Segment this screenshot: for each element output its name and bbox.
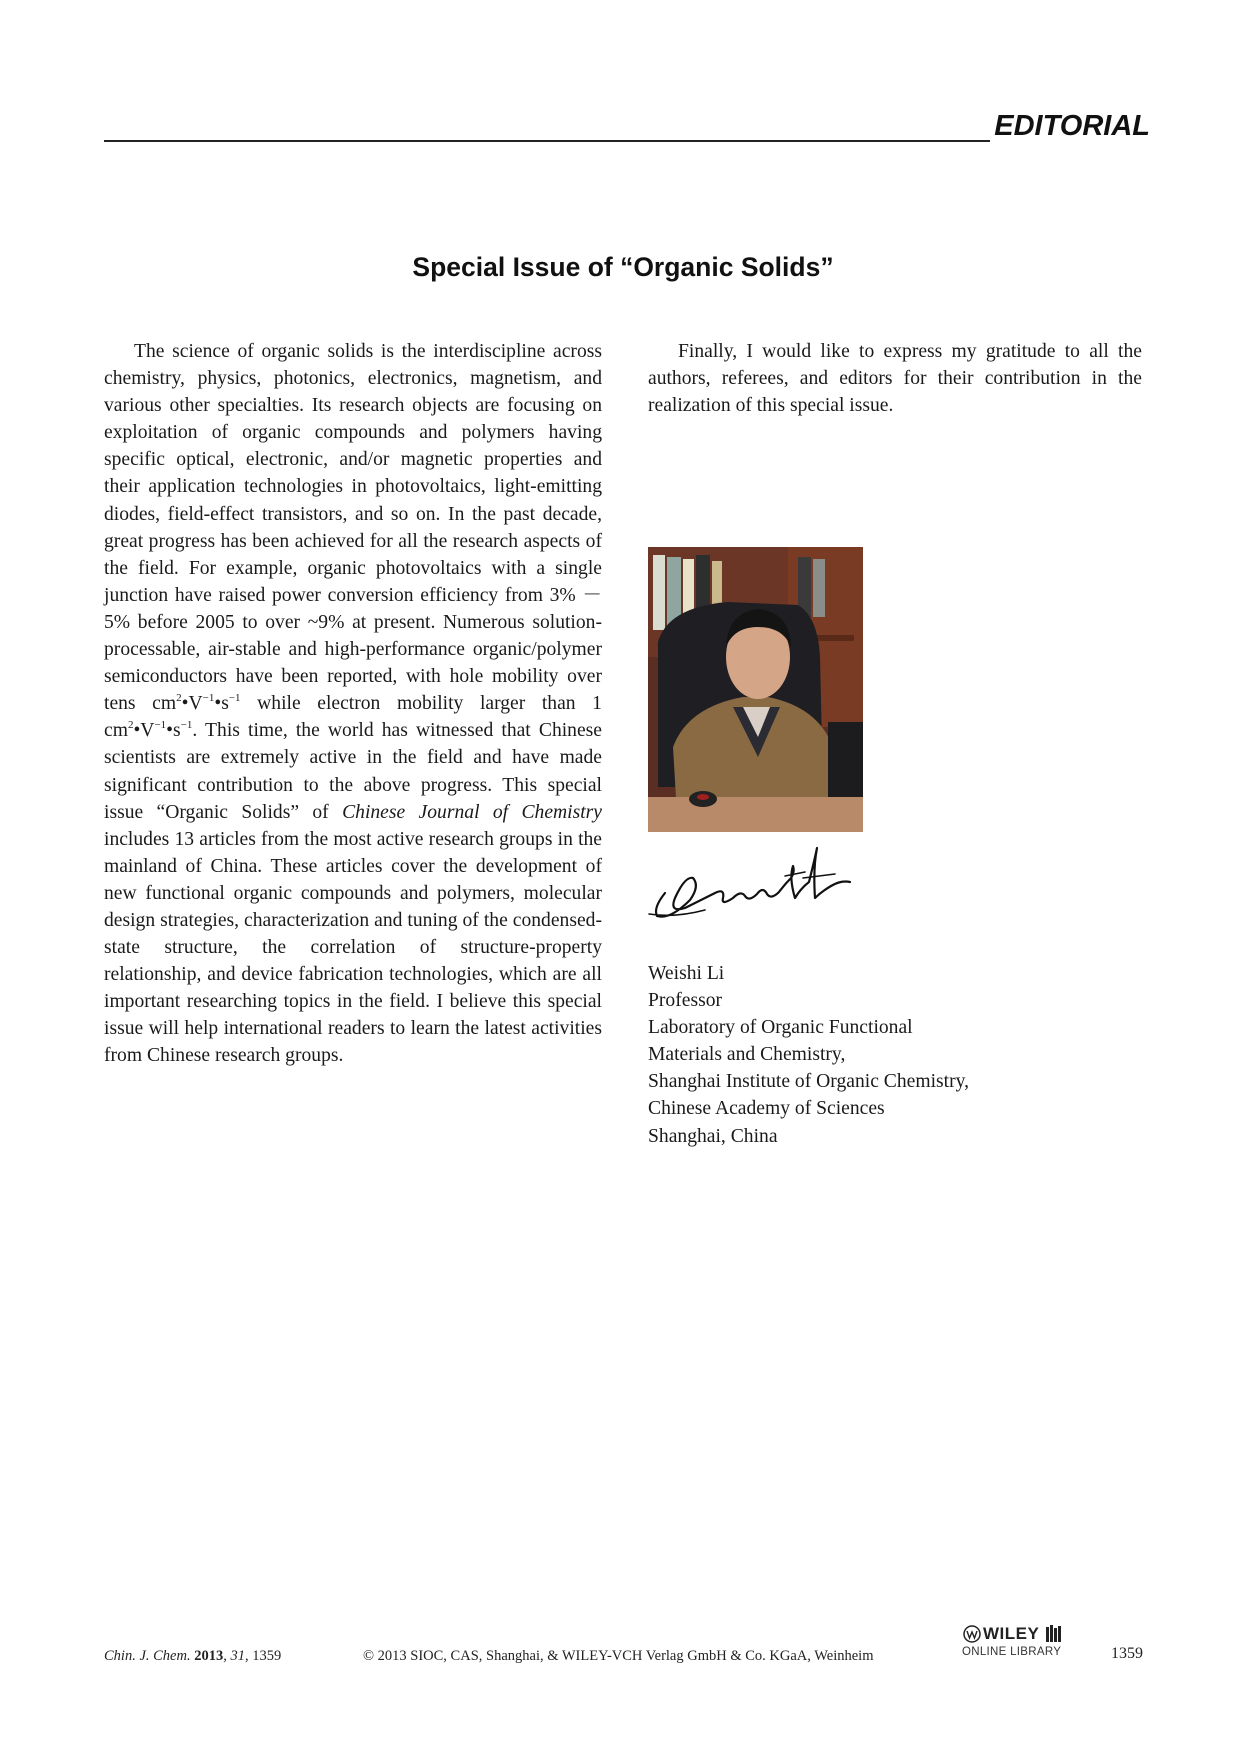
superscript: −1	[228, 692, 241, 705]
footer-year: 2013	[194, 1648, 224, 1664]
author-photo	[648, 547, 863, 832]
affiliation-line: Materials and Chemistry,	[648, 1044, 846, 1066]
footer-volume: 31	[230, 1648, 245, 1664]
superscript: 2	[127, 719, 134, 732]
wiley-emblem-icon	[962, 1624, 982, 1644]
footer-citation: Chin. J. Chem. 2013, 31, 1359	[104, 1648, 282, 1664]
author-portrait-image	[648, 547, 863, 832]
footer-journal: Chin. J. Chem.	[104, 1648, 191, 1664]
superscript: 2	[176, 692, 182, 705]
books-icon	[1044, 1624, 1064, 1644]
closing-paragraph: Finally, I would like to express my gratitude to all the authors, referees, and editors for their contribution in the realization of this special issue.	[648, 341, 1142, 417]
author-name: Weishi Li	[648, 963, 725, 984]
body-text: includes 13 articles from the most active research groups in the mainland of China. These articles cover the development of new functional organic compounds and polymers, molecular design strategies, characterization and tuning of the condensed-state structure, the correlation of structure-property relationship, and device fabrication technologies, which are all important researching topics in the field. I believe this special issue will help international readers to learn the latest activities from Chinese research groups.	[104, 828, 602, 1067]
body-paragraph	[104, 338, 602, 1070]
body-text: •V	[133, 720, 155, 742]
wiley-logo-text: WILEY	[983, 1624, 1040, 1643]
superscript: −1	[154, 719, 167, 732]
author-title: Professor	[648, 990, 723, 1012]
article-title: Special Issue of “Organic Solids”	[412, 252, 834, 282]
author-affiliation	[648, 960, 1128, 1150]
signature-image	[645, 838, 875, 928]
footer-page: 1359	[252, 1648, 282, 1664]
superscript: −1	[202, 692, 215, 705]
wiley-logo	[962, 1624, 1072, 1664]
body-text: •V	[181, 693, 203, 715]
body-text: while electron mobility larger than 1 cm	[104, 693, 602, 742]
footer-copyright: © 2013 SIOC, CAS, Shanghai, & WILEY-VCH Verlag GmbH & Co. KGaA, Weinheim	[363, 1648, 874, 1664]
author-signature	[645, 838, 875, 928]
right-column	[648, 338, 1142, 419]
left-column	[104, 338, 602, 1070]
journal-name: Chinese Journal of Chemistry	[342, 801, 602, 823]
body-text: The science of organic solids is the interdiscipline across chemistry, physics, photonics, electronics, magnetism, and various other specialties. Its research objects are focusing on exploitation of organic compounds and polymers having specific optical, electronic, and/or magnetic properties and their application technologies in photovoltaics, light-emitting diodes, field-effect transistors, and so on. In the past decade, great progress has been achieved for all the research aspects of the field. For example, organic photovoltaics with a single junction have raised power conversion efficiency from 3% －5% before 2005 to over ~9% at present. Numerous solution-processable, air-stable and high-performance organic/polymer semiconductors have been reported, with hole mobility over tens cm	[104, 341, 602, 715]
affiliation-line: Chinese Academy of Sciences	[648, 1098, 885, 1120]
section-label: EDITORIAL	[994, 110, 1150, 142]
body-text: •s	[214, 693, 229, 715]
body-text: •s	[166, 720, 181, 742]
header-rule	[104, 140, 990, 142]
page-number: 1359	[1111, 1645, 1143, 1662]
superscript: −1	[180, 719, 193, 732]
affiliation-line: Shanghai Institute of Organic Chemistry,	[648, 1071, 970, 1093]
body-text: . This time, the world has witnessed that Chinese scientists are extremely active in the field and have made significant contribution to the above progress. This special issue “Organic Solids” of	[104, 720, 602, 823]
affiliation-line: Shanghai, China	[648, 1125, 778, 1147]
affiliation-line: Laboratory of Organic Functional	[648, 1017, 913, 1039]
wiley-logo-subtext: ONLINE LIBRARY	[962, 1646, 1062, 1658]
